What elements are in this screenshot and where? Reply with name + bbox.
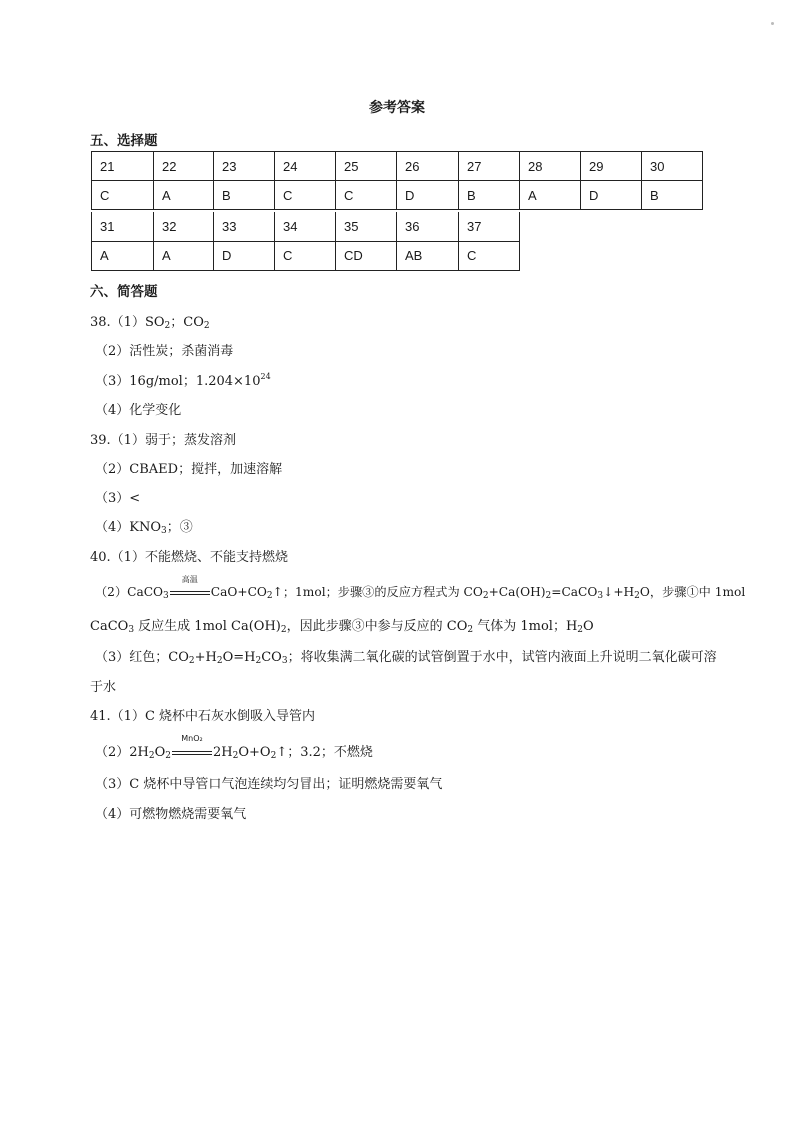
subscript: 2 (232, 751, 239, 761)
table-cell: C (92, 181, 154, 210)
text: O，步骤①中 1mol (639, 585, 746, 599)
text: 气体为 1mol；H (473, 619, 578, 634)
text: ↑；3.2；不燃烧 (276, 745, 373, 760)
subscript: 2 (270, 751, 277, 761)
table-cell: 27 (459, 152, 520, 181)
answer-39-1: 39.（1）弱于；蒸发溶剂 (90, 433, 236, 448)
answer-40-3-cont: 于水 (90, 680, 117, 695)
subscript: 2 (164, 321, 171, 331)
table-cell: AB (397, 241, 459, 270)
table-cell: 29 (581, 152, 642, 181)
subscript: 3 (163, 591, 169, 601)
table-cell: C (459, 241, 520, 270)
table-cell: 34 (275, 212, 336, 241)
text: +H (194, 650, 217, 665)
table-cell: 23 (214, 152, 275, 181)
page-title: 参考答案 (369, 100, 425, 116)
table-cell: D (397, 181, 459, 210)
table-cell: 32 (154, 212, 214, 241)
answer-40-2-cont (90, 615, 594, 634)
section-heading-short-answer: 六、简答题 (90, 284, 158, 300)
table-cell: 24 (275, 152, 336, 181)
subscript: 2 (266, 591, 273, 601)
subscript: 2 (482, 591, 489, 601)
table-cell: A (92, 241, 154, 270)
table-row (92, 241, 520, 270)
table-cell: CD (336, 241, 397, 270)
table-cell: 22 (154, 152, 214, 181)
answer-40-3 (95, 646, 717, 665)
table-cell: 37 (459, 212, 520, 241)
answer-40-2 (95, 575, 746, 601)
answer-39-2: （2）CBAED；搅拌，加速溶解 (95, 462, 283, 477)
table-cell: 26 (397, 152, 459, 181)
text: ↓+H (603, 585, 635, 599)
section-heading-choice: 五、选择题 (90, 133, 158, 149)
table-cell: 25 (336, 152, 397, 181)
subscript: 2 (467, 625, 474, 635)
table-cell: C (275, 241, 336, 270)
text: CaCO (90, 619, 129, 634)
table-cell: 30 (642, 152, 703, 181)
subscript: 2 (148, 751, 155, 761)
table-cell: A (154, 241, 214, 270)
subscript: 3 (161, 526, 167, 536)
answer-41-4: （4）可燃物燃烧需要氧气 (95, 807, 247, 822)
table-cell: 21 (92, 152, 154, 181)
text: 反应生成 1mol Ca(OH) (134, 619, 281, 634)
text: （2）2H (95, 745, 149, 760)
table-cell: D (214, 241, 275, 270)
text: O (154, 745, 166, 760)
answer-40-1: 40.（1）不能燃烧、不能支持燃烧 (90, 550, 288, 565)
text: ；③ (166, 520, 193, 535)
text: ，因此步骤③中参与反应的 CO (286, 619, 468, 634)
answer-41-1: 41.（1）C 烧杯中石灰水倒吸入导管内 (90, 709, 316, 724)
answer-41-2 (95, 734, 373, 761)
table-cell: C (275, 181, 336, 210)
text: （4）KNO (95, 520, 162, 535)
condition-label: 高温 (181, 575, 198, 584)
table-cell: C (336, 181, 397, 210)
text: O+O (238, 745, 271, 760)
table-cell: A (154, 181, 214, 210)
subscript: 3 (128, 625, 135, 635)
table-cell: B (214, 181, 275, 210)
text: +Ca(OH) (488, 585, 546, 599)
text: （2）CaCO (95, 585, 164, 599)
text: O=H (222, 650, 256, 665)
table-row (92, 212, 520, 241)
text: CaO+CO (210, 585, 267, 599)
answer-38-4: （4）化学变化 (95, 403, 182, 418)
subscript: 2 (634, 591, 640, 601)
table-cell: 33 (214, 212, 275, 241)
text: 38.（1）SO (90, 315, 165, 330)
answer-39-4 (95, 516, 193, 535)
answer-38-3 (95, 370, 271, 389)
text: O (583, 619, 594, 634)
text: 2H (213, 745, 233, 760)
text: （3）红色；CO (95, 650, 189, 665)
text: ；将收集满二氧化碳的试管倒置于水中，试管内液面上升说明二氧化碳可溶 (287, 650, 717, 665)
text: CO (261, 650, 282, 665)
text: =CaCO (551, 585, 598, 599)
subscript: 2 (255, 656, 262, 666)
subscript: 2 (188, 656, 195, 666)
table-cell: B (459, 181, 520, 210)
answer-38-1 (90, 311, 210, 330)
subscript: 2 (577, 625, 584, 635)
table-cell: 28 (520, 152, 581, 181)
reaction-condition-arrow (172, 734, 212, 760)
subscript: 2 (216, 656, 223, 666)
subscript: 2 (165, 751, 172, 761)
answer-39-3: （3）< (95, 491, 141, 506)
answer-table-row2 (91, 212, 520, 271)
text: ↑；1mol；步骤③的反应方程式为 CO (272, 585, 483, 599)
subscript: 2 (545, 591, 552, 601)
table-cell: D (581, 181, 642, 210)
answer-41-3: （3）C 烧杯中导管口气泡连续均匀冒出；证明燃烧需要氧气 (95, 777, 443, 792)
answer-table-row1 (91, 151, 703, 210)
table-cell: A (520, 181, 581, 210)
table-cell: 36 (397, 212, 459, 241)
table-cell: 31 (92, 212, 154, 241)
subscript: 3 (597, 591, 604, 601)
scan-speck (771, 22, 774, 25)
text: ；CO (170, 315, 204, 330)
subscript: 3 (281, 656, 288, 666)
table-cell: 35 (336, 212, 397, 241)
subscript: 2 (203, 321, 210, 331)
reaction-condition-arrow (170, 575, 210, 599)
text: （3）16g/mol；1.204×10 (95, 374, 261, 389)
table-row (92, 181, 703, 210)
table-cell: B (642, 181, 703, 210)
superscript: 24 (260, 372, 271, 381)
answer-38-2: （2）活性炭；杀菌消毒 (95, 344, 234, 359)
condition-label: MnO₂ (181, 734, 203, 743)
subscript: 2 (280, 625, 287, 635)
table-row (92, 152, 703, 181)
